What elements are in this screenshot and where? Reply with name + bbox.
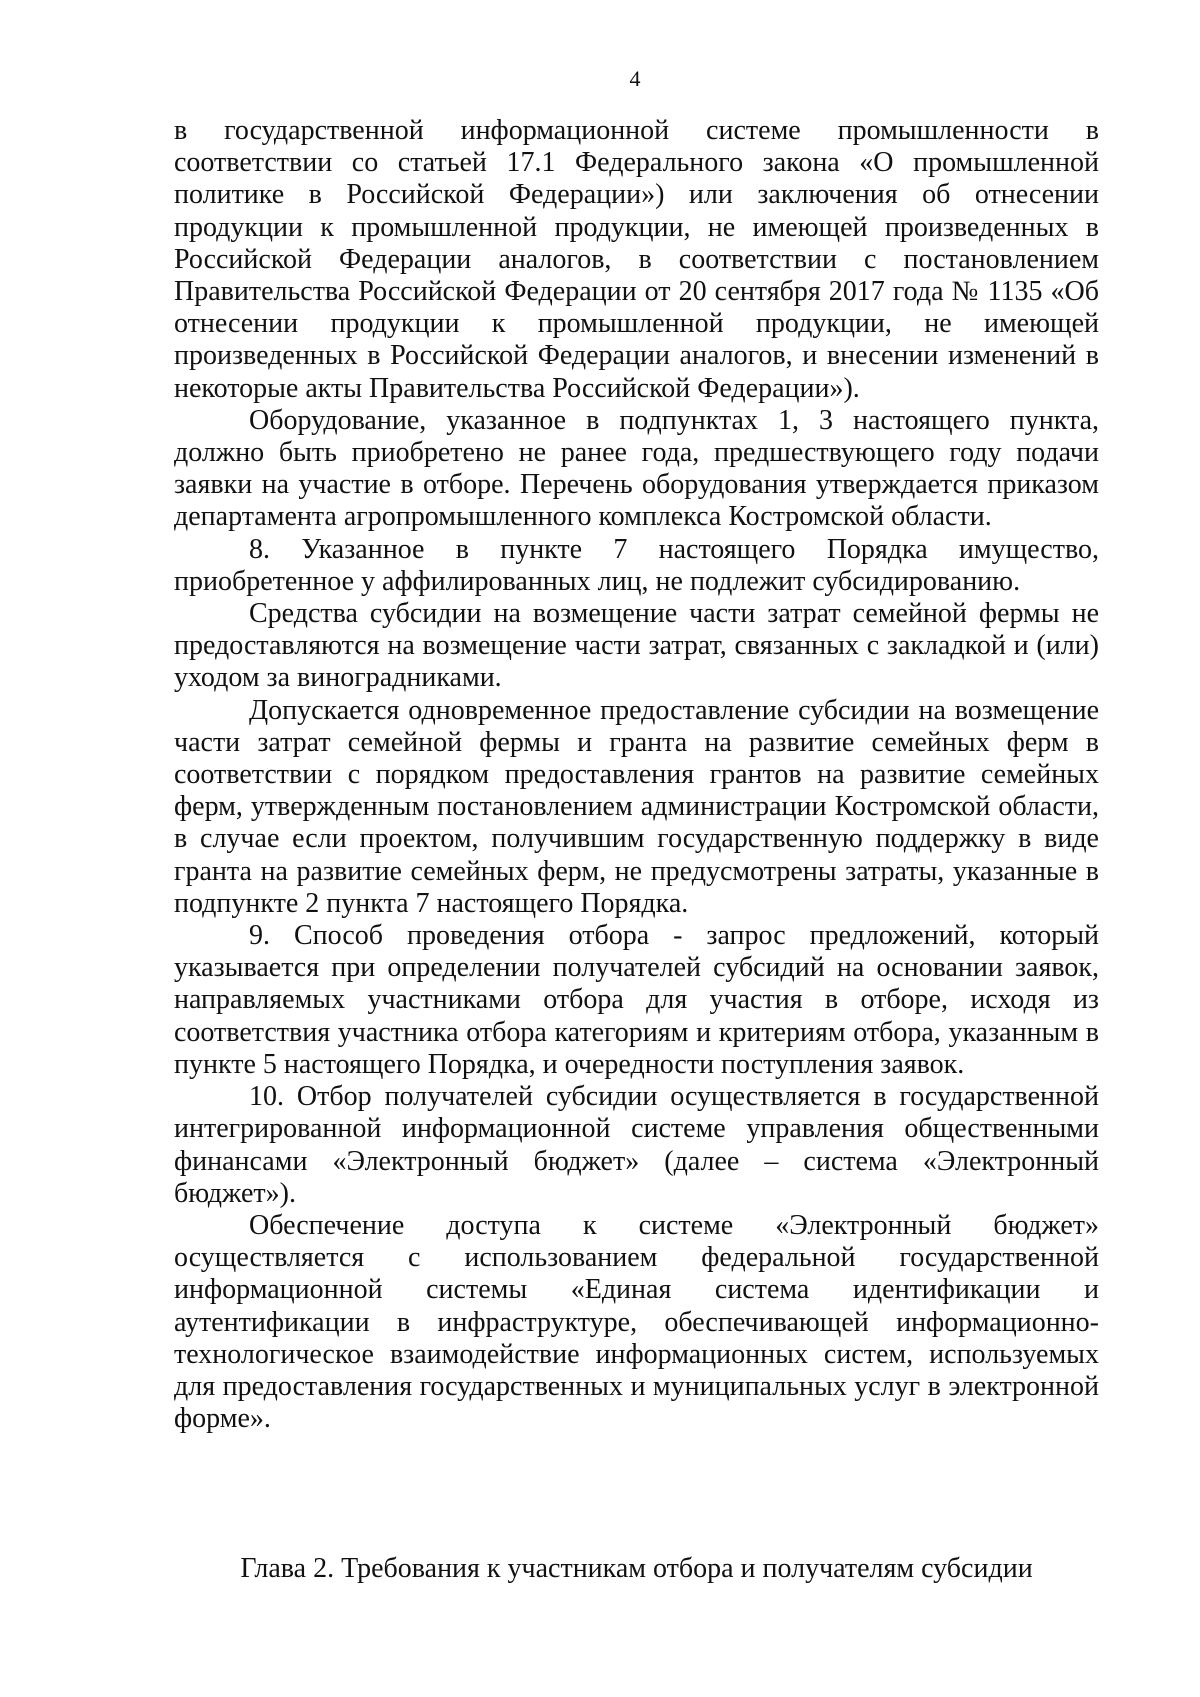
paragraph-simultaneous-grant: Допускается одновременное предоставление субсидии на возмещение части затрат семейной фермы и гранта на развитие семейных ферм в соответствии с порядком предоставления грантов на развитие семейных ферм, утвержденным постановлением администрации Костромской области, в случае если проектом, получившим государственную поддержку в виде гранта на развитие семейных ферм, не предусмотрены затраты, указанные в подпункте 2 пункта 7 настоящего Порядка. [174, 694, 1099, 919]
document-body [174, 115, 1099, 1435]
paragraph-subsidy-funds: Средства субсидии на возмещение части затрат семейной фермы не предоставляются на возмещение части затрат, связанных с закладкой и (или) уходом за виноградниками. [174, 598, 1099, 694]
paragraph-item-9: 9. Способ проведения отбора - запрос предложений, который указывается при определении получателей субсидий на основании заявок, направляемых участниками отбора для участия в отборе, исходя из соответствия участника отбора категориям и критериям отбора, указанным в пункте 5 настоящего Порядка, и очередности поступления заявок. [174, 920, 1099, 1080]
page-number: 4 [629, 66, 641, 91]
paragraph-access: Обеспечение доступа к системе «Электронный бюджет» осуществляется с использованием федеральной государственной информационной системы «Единая система идентификации и аутентификации в инфраструктуре, обеспечивающей информационно-технологическое взаимодействие информационных систем, используемых для предоставления государственных и муниципальных услуг в электронной форме». [174, 1209, 1099, 1435]
paragraph-equipment: Оборудование, указанное в подпунктах 1, 3 настоящего пункта, должно быть приобретено не ранее года, предшествующего году подачи заявки на участие в отборе. Перечень оборудования утверждается приказом департамента агропромышленного комплекса Костромской области. [174, 404, 1099, 533]
chapter-heading: Глава 2. Требования к участникам отбора и получателям субсидии [240, 1553, 1033, 1584]
paragraph-item-10: 10. Отбор получателей субсидии осуществляется в государственной интегрированной информационной системе управления общественными финансами «Электронный бюджет» (далее – система «Электронный бюджет»). [174, 1081, 1099, 1209]
paragraph-item-8: 8. Указанное в пункте 7 настоящего Порядка имущество, приобретенное у аффилированных лиц, не подлежит субсидированию. [174, 533, 1099, 597]
paragraph-continuation: в государственной информационной системе промышленности в соответствии со статьей 17.1 Федерального закона «О промышленной политике в Российской Федерации») или заключения об отнесении продукции к промышленной продукции, не имеющей произведенных в Российской Федерации аналогов, в соответствии с постановлением Правительства Российской Федерации от 20 сентября 2017 года № 1135 «Об отнесении продукции к промышленной продукции, не имеющей произведенных в Российской Федерации аналогов, и внесении изменений в некоторые акты Правительства Российской Федерации»). [174, 115, 1099, 404]
